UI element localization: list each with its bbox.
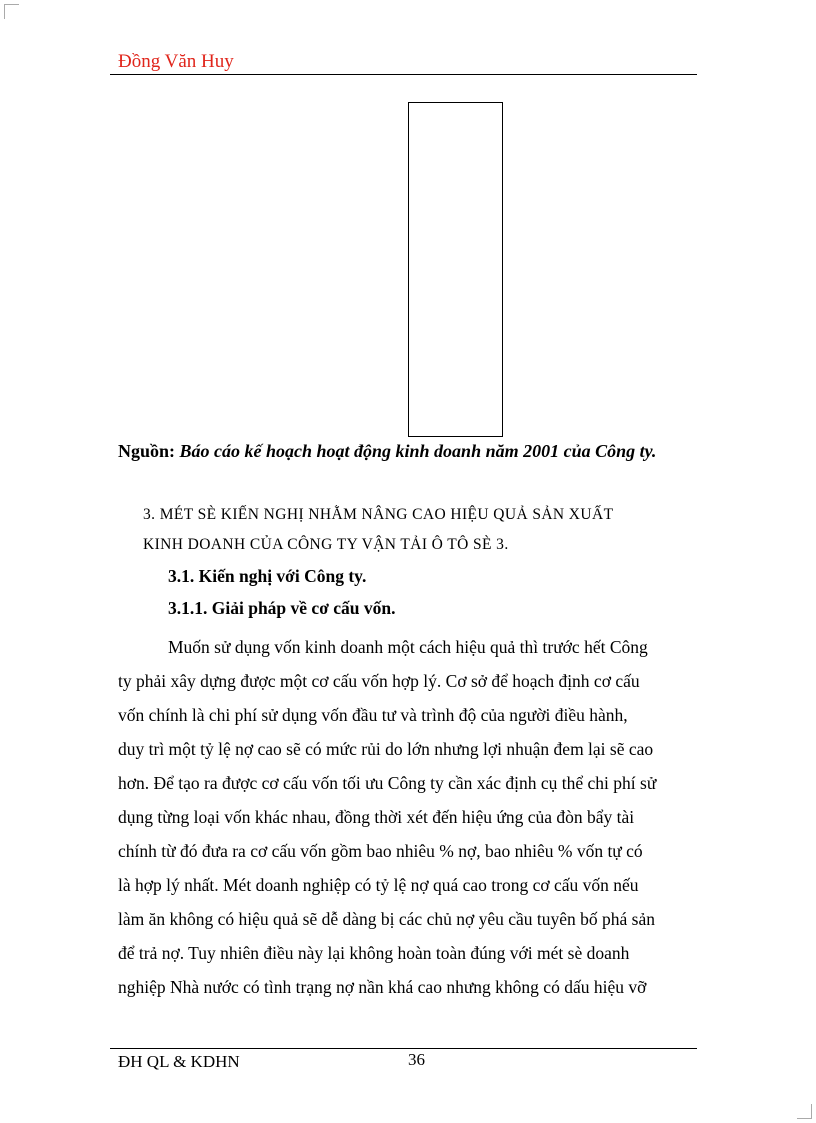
source-text: Báo cáo kế hoạch hoạt động kinh doanh năm 2001 của Công ty. bbox=[179, 441, 657, 461]
subsection-heading: 3.1. Kiến nghị với Công ty. bbox=[168, 566, 367, 586]
paragraph-line: để trả nợ. Tuy nhiên điều này lại không hoàn toàn đúng với mét sè doanh bbox=[118, 943, 630, 963]
section-heading bbox=[143, 500, 703, 560]
paragraph-line: duy trì một tỷ lệ nợ cao sẽ có mức rủi do lớn nhưng lợi nhuận đem lại sẽ cao bbox=[118, 739, 654, 759]
body-paragraph bbox=[118, 630, 718, 1004]
page-corner-mark bbox=[797, 1104, 812, 1119]
subsubsection-heading: 3.1.1. Giải pháp về cơ cấu vốn. bbox=[168, 598, 396, 618]
paragraph-line: chính từ đó đưa ra cơ cấu vốn gồm bao nhiêu % nợ, bao nhiêu % vốn tự có bbox=[118, 841, 643, 861]
figure-source bbox=[118, 441, 656, 462]
paragraph-line: dụng từng loại vốn khác nhau, đồng thời xét đến hiệu ứng của đòn bẩy tài bbox=[118, 807, 635, 827]
header-author: Đồng Văn Huy bbox=[118, 51, 234, 72]
source-label: Nguồn: bbox=[118, 441, 176, 461]
figure-frame bbox=[408, 102, 503, 437]
paragraph-line: làm ăn không có hiệu quả sẽ dễ dàng bị các chủ nợ yêu cầu tuyên bố phá sản bbox=[118, 909, 655, 929]
paragraph-line: ty phải xây dựng được một cơ cấu vốn hợp lý. Cơ sở để hoạch định cơ cấu bbox=[118, 671, 640, 691]
paragraph-line: là hợp lý nhất. Mét doanh nghiệp có tỷ lệ nợ quá cao trong cơ cấu vốn nếu bbox=[118, 875, 639, 895]
section-heading-line: 3. MÉT SÈ KIẾN NGHỊ NHẰM NÂNG CAO HIỆU QUẢ SẢN XUẤT bbox=[143, 506, 614, 523]
footer-divider bbox=[110, 1048, 697, 1049]
footer-institution: ĐH QL & KDHN bbox=[118, 1052, 240, 1071]
header-divider bbox=[110, 74, 697, 75]
paragraph-line: nghiệp Nhà nước có tình trạng nợ nần khá cao nhưng không có dấu hiệu vỡ bbox=[118, 977, 647, 997]
page-corner-mark bbox=[4, 4, 19, 19]
paragraph-line: hơn. Để tạo ra được cơ cấu vốn tối ưu Công ty cần xác định cụ thể chi phí sử bbox=[118, 773, 657, 793]
paragraph-line: vốn chính là chi phí sử dụng vốn đầu tư và trình độ của người điều hành, bbox=[118, 705, 628, 725]
page-number: 36 bbox=[408, 1050, 425, 1069]
paragraph-line: Muốn sử dụng vốn kinh doanh một cách hiệu quả thì trước hết Công bbox=[168, 637, 648, 657]
section-heading-line: KINH DOANH CỦA CÔNG TY VẬN TẢI Ô TÔ SÈ 3. bbox=[143, 536, 509, 553]
